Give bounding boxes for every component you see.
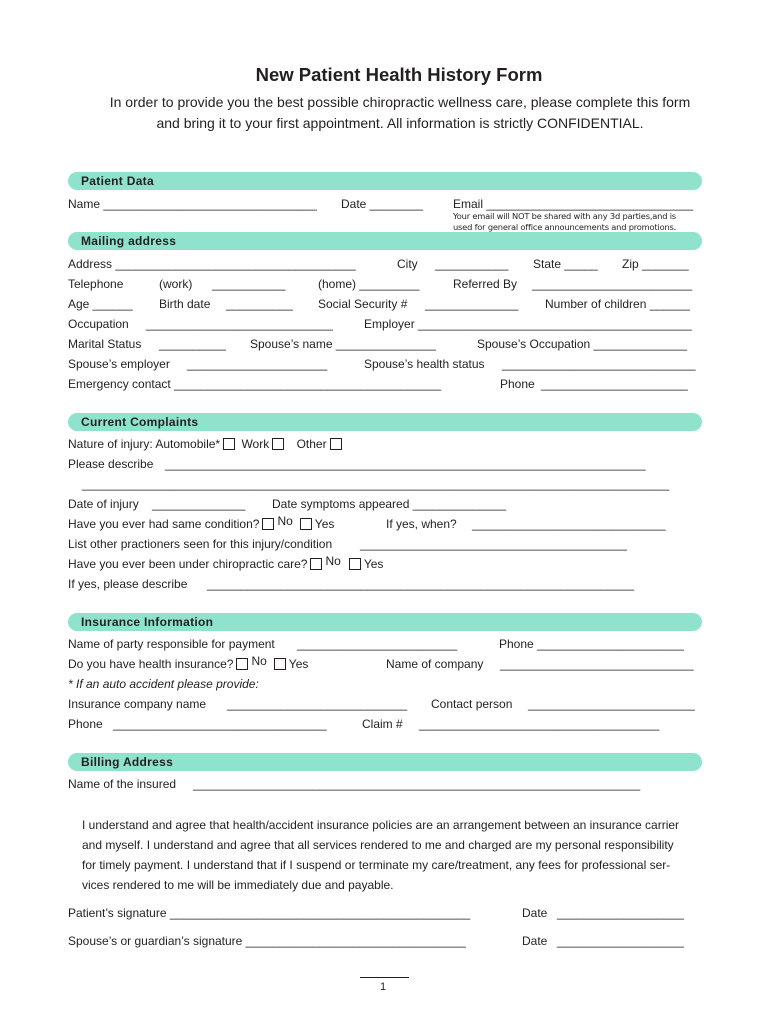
health-insurance-yes-checkbox[interactable] <box>274 658 286 670</box>
email-field[interactable]: Email _______________________________ <box>453 197 694 211</box>
section-title: Mailing address <box>81 234 177 248</box>
date-field[interactable]: Date ________ <box>341 197 424 211</box>
contact-person-field[interactable]: _________________________ <box>528 697 695 711</box>
age-field[interactable]: Age ______ <box>68 297 133 311</box>
city-field[interactable]: ___________ <box>435 257 509 271</box>
employer-field[interactable]: Employer _________________________________________ <box>364 317 692 331</box>
emergency-contact-field[interactable]: Emergency contact ________________________________________ <box>68 377 442 391</box>
address-field[interactable]: Address ____________________________________ <box>68 257 356 271</box>
chiro-care-row <box>68 554 384 571</box>
signature-date-label: Date <box>522 906 548 920</box>
other-practitioners-field[interactable]: ________________________________________ <box>360 537 627 551</box>
form-title: New Patient Health History Form <box>255 64 543 85</box>
section-title: Insurance Information <box>81 615 214 629</box>
health-insurance-row <box>68 654 309 671</box>
birth-date-label: Birth date <box>159 297 211 311</box>
referred-by-field[interactable]: ________________________ <box>532 277 693 291</box>
home-phone-field[interactable]: (home) _________ <box>318 277 420 291</box>
if-yes-when-field[interactable]: _____________________________ <box>472 517 666 531</box>
spouse-health-field[interactable]: _____________________________ <box>502 357 696 371</box>
telephone-label: Telephone <box>68 277 124 291</box>
insured-name-field[interactable]: ___________________________________________________________________ <box>193 777 641 791</box>
insurance-phone2-field[interactable]: ________________________________ <box>113 717 327 731</box>
responsible-party-field[interactable]: ________________________ <box>297 637 458 651</box>
same-condition-label: Have you ever had same condition? <box>68 517 260 531</box>
same-condition-row <box>68 514 335 531</box>
work-label: (work) <box>159 277 193 291</box>
guardian-date-label: Date <box>522 934 548 948</box>
describe-field-2[interactable]: ________________________________________________________________________________________ <box>82 477 670 491</box>
work-phone-field[interactable]: ___________ <box>212 277 286 291</box>
agreement-line-1: I understand and agree that health/accident insurance policies are an arrangement between an insurance carrier <box>82 818 680 832</box>
claim-field[interactable]: ____________________________________ <box>419 717 660 731</box>
agreement-line-4: vices rendered to me will be immediately due and payable. <box>82 878 394 892</box>
insurance-phone-field[interactable]: Phone ______________________ <box>499 637 684 651</box>
other-practitioners-label: List other practioners seen for this injury/condition <box>68 537 333 551</box>
insurance-company-label: Insurance company name <box>68 697 207 711</box>
other-checkbox[interactable] <box>330 438 342 450</box>
auto-accident-note: * If an auto accident please provide: <box>68 677 259 691</box>
if-yes-describe-label: If yes, please describe <box>68 577 188 591</box>
other-label: Other <box>296 437 327 451</box>
spouse-employer-field[interactable]: _____________________ <box>187 357 328 371</box>
contact-person-label: Contact person <box>431 697 513 711</box>
agreement-line-3: for timely payment. I understand that if I suspend or terminate my care/treatment, any fees for professional ser- <box>82 858 671 872</box>
yes-label: Yes <box>314 517 335 531</box>
page-number: 1 <box>380 981 387 993</box>
spouse-occupation-field[interactable]: Spouse’s Occupation ______________ <box>477 337 687 351</box>
agreement-line-2: and myself. I understand and agree that all services rendered to me and charged are my personal responsibility <box>82 838 674 852</box>
same-condition-yes-checkbox[interactable] <box>300 518 312 530</box>
guardian-date-field[interactable]: ___________________ <box>557 934 684 948</box>
chiro-care-yes-checkbox[interactable] <box>349 558 361 570</box>
intro-line-2: and bring it to your first appointment. All information is strictly CONFIDENTIAL. <box>156 115 644 131</box>
spouse-name-field[interactable]: Spouse’s name _______________ <box>250 337 436 351</box>
no-label: No <box>325 554 341 568</box>
chiro-care-no-checkbox[interactable] <box>310 558 322 570</box>
claim-label: Claim # <box>362 717 403 731</box>
emergency-phone-label: Phone <box>500 377 535 391</box>
health-insurance-label: Do you have health insurance? <box>68 657 234 671</box>
guardian-signature-field[interactable]: Spouse’s or guardian’s signature _________________________________ <box>68 934 466 948</box>
ssn-field[interactable]: ______________ <box>425 297 519 311</box>
nature-of-injury-label: Nature of injury: Automobile* <box>68 437 221 451</box>
chiro-care-label: Have you ever been under chiropractic care? <box>68 557 308 571</box>
describe-label: Please describe <box>68 457 154 471</box>
company-name-label: Name of company <box>386 657 484 671</box>
no-label: No <box>251 654 267 668</box>
section-bar-insurance <box>68 613 702 631</box>
if-yes-when-label: If yes, when? <box>386 517 457 531</box>
insurance-company-field[interactable]: ___________________________ <box>227 697 408 711</box>
spouse-employer-label: Spouse’s employer <box>68 357 170 371</box>
work-checkbox[interactable] <box>272 438 284 450</box>
zip-field[interactable]: Zip _______ <box>622 257 689 271</box>
children-field[interactable]: Number of children ______ <box>545 297 690 311</box>
referred-by-label: Referred By <box>453 277 518 291</box>
marital-status-label: Marital Status <box>68 337 142 351</box>
name-field[interactable]: Name ________________________________ <box>68 197 317 211</box>
state-field[interactable]: State _____ <box>533 257 598 271</box>
insured-name-label: Name of the insured <box>68 777 177 791</box>
section-title: Billing Address <box>81 755 174 769</box>
email-note-1: Your email will NOT be shared with any 3d parties,and is <box>453 211 676 221</box>
emergency-phone-field[interactable]: ______________________ <box>541 377 688 391</box>
date-symptoms-field[interactable]: Date symptoms appeared ______________ <box>272 497 507 511</box>
patient-signature-field[interactable]: Patient’s signature _____________________________________________ <box>68 906 471 920</box>
company-name-field[interactable]: _____________________________ <box>500 657 694 671</box>
section-title: Patient Data <box>81 174 154 188</box>
describe-field[interactable]: ________________________________________________________________________ <box>165 457 646 471</box>
spouse-health-label: Spouse’s health status <box>364 357 485 371</box>
work-label: Work <box>241 437 270 451</box>
ssn-label: Social Security # <box>318 297 408 311</box>
yes-label: Yes <box>288 657 309 671</box>
intro-line-1: In order to provide you the best possible chiropractic wellness care, please complete this form <box>109 94 691 110</box>
same-condition-no-checkbox[interactable] <box>262 518 274 530</box>
nature-of-injury-row <box>68 437 345 451</box>
section-bar-billing <box>68 753 702 771</box>
birth-date-field[interactable]: __________ <box>226 297 293 311</box>
section-title: Current Complaints <box>81 415 199 429</box>
yes-label: Yes <box>363 557 384 571</box>
signature-date-field[interactable]: ___________________ <box>557 906 684 920</box>
health-insurance-no-checkbox[interactable] <box>236 658 248 670</box>
occupation-label: Occupation <box>68 317 129 331</box>
if-yes-describe-field[interactable]: ________________________________________________________________ <box>207 577 635 591</box>
automobile-checkbox[interactable] <box>223 438 235 450</box>
marital-status-field[interactable]: __________ <box>159 337 226 351</box>
page-number-rule <box>360 977 409 978</box>
date-of-injury-field[interactable]: ______________ <box>152 497 246 511</box>
section-bar-patient-data <box>68 172 702 190</box>
date-of-injury-label: Date of injury <box>68 497 139 511</box>
responsible-party-label: Name of party responsible for payment <box>68 637 275 651</box>
insurance-phone2-label: Phone <box>68 717 103 731</box>
city-label: City <box>397 257 418 271</box>
section-bar-current-complaints <box>68 413 702 431</box>
email-note-2: used for general office announcements and promotions. <box>453 222 677 232</box>
section-bar-mailing-address <box>68 232 702 250</box>
no-label: No <box>277 514 293 528</box>
occupation-field[interactable]: ____________________________ <box>146 317 333 331</box>
